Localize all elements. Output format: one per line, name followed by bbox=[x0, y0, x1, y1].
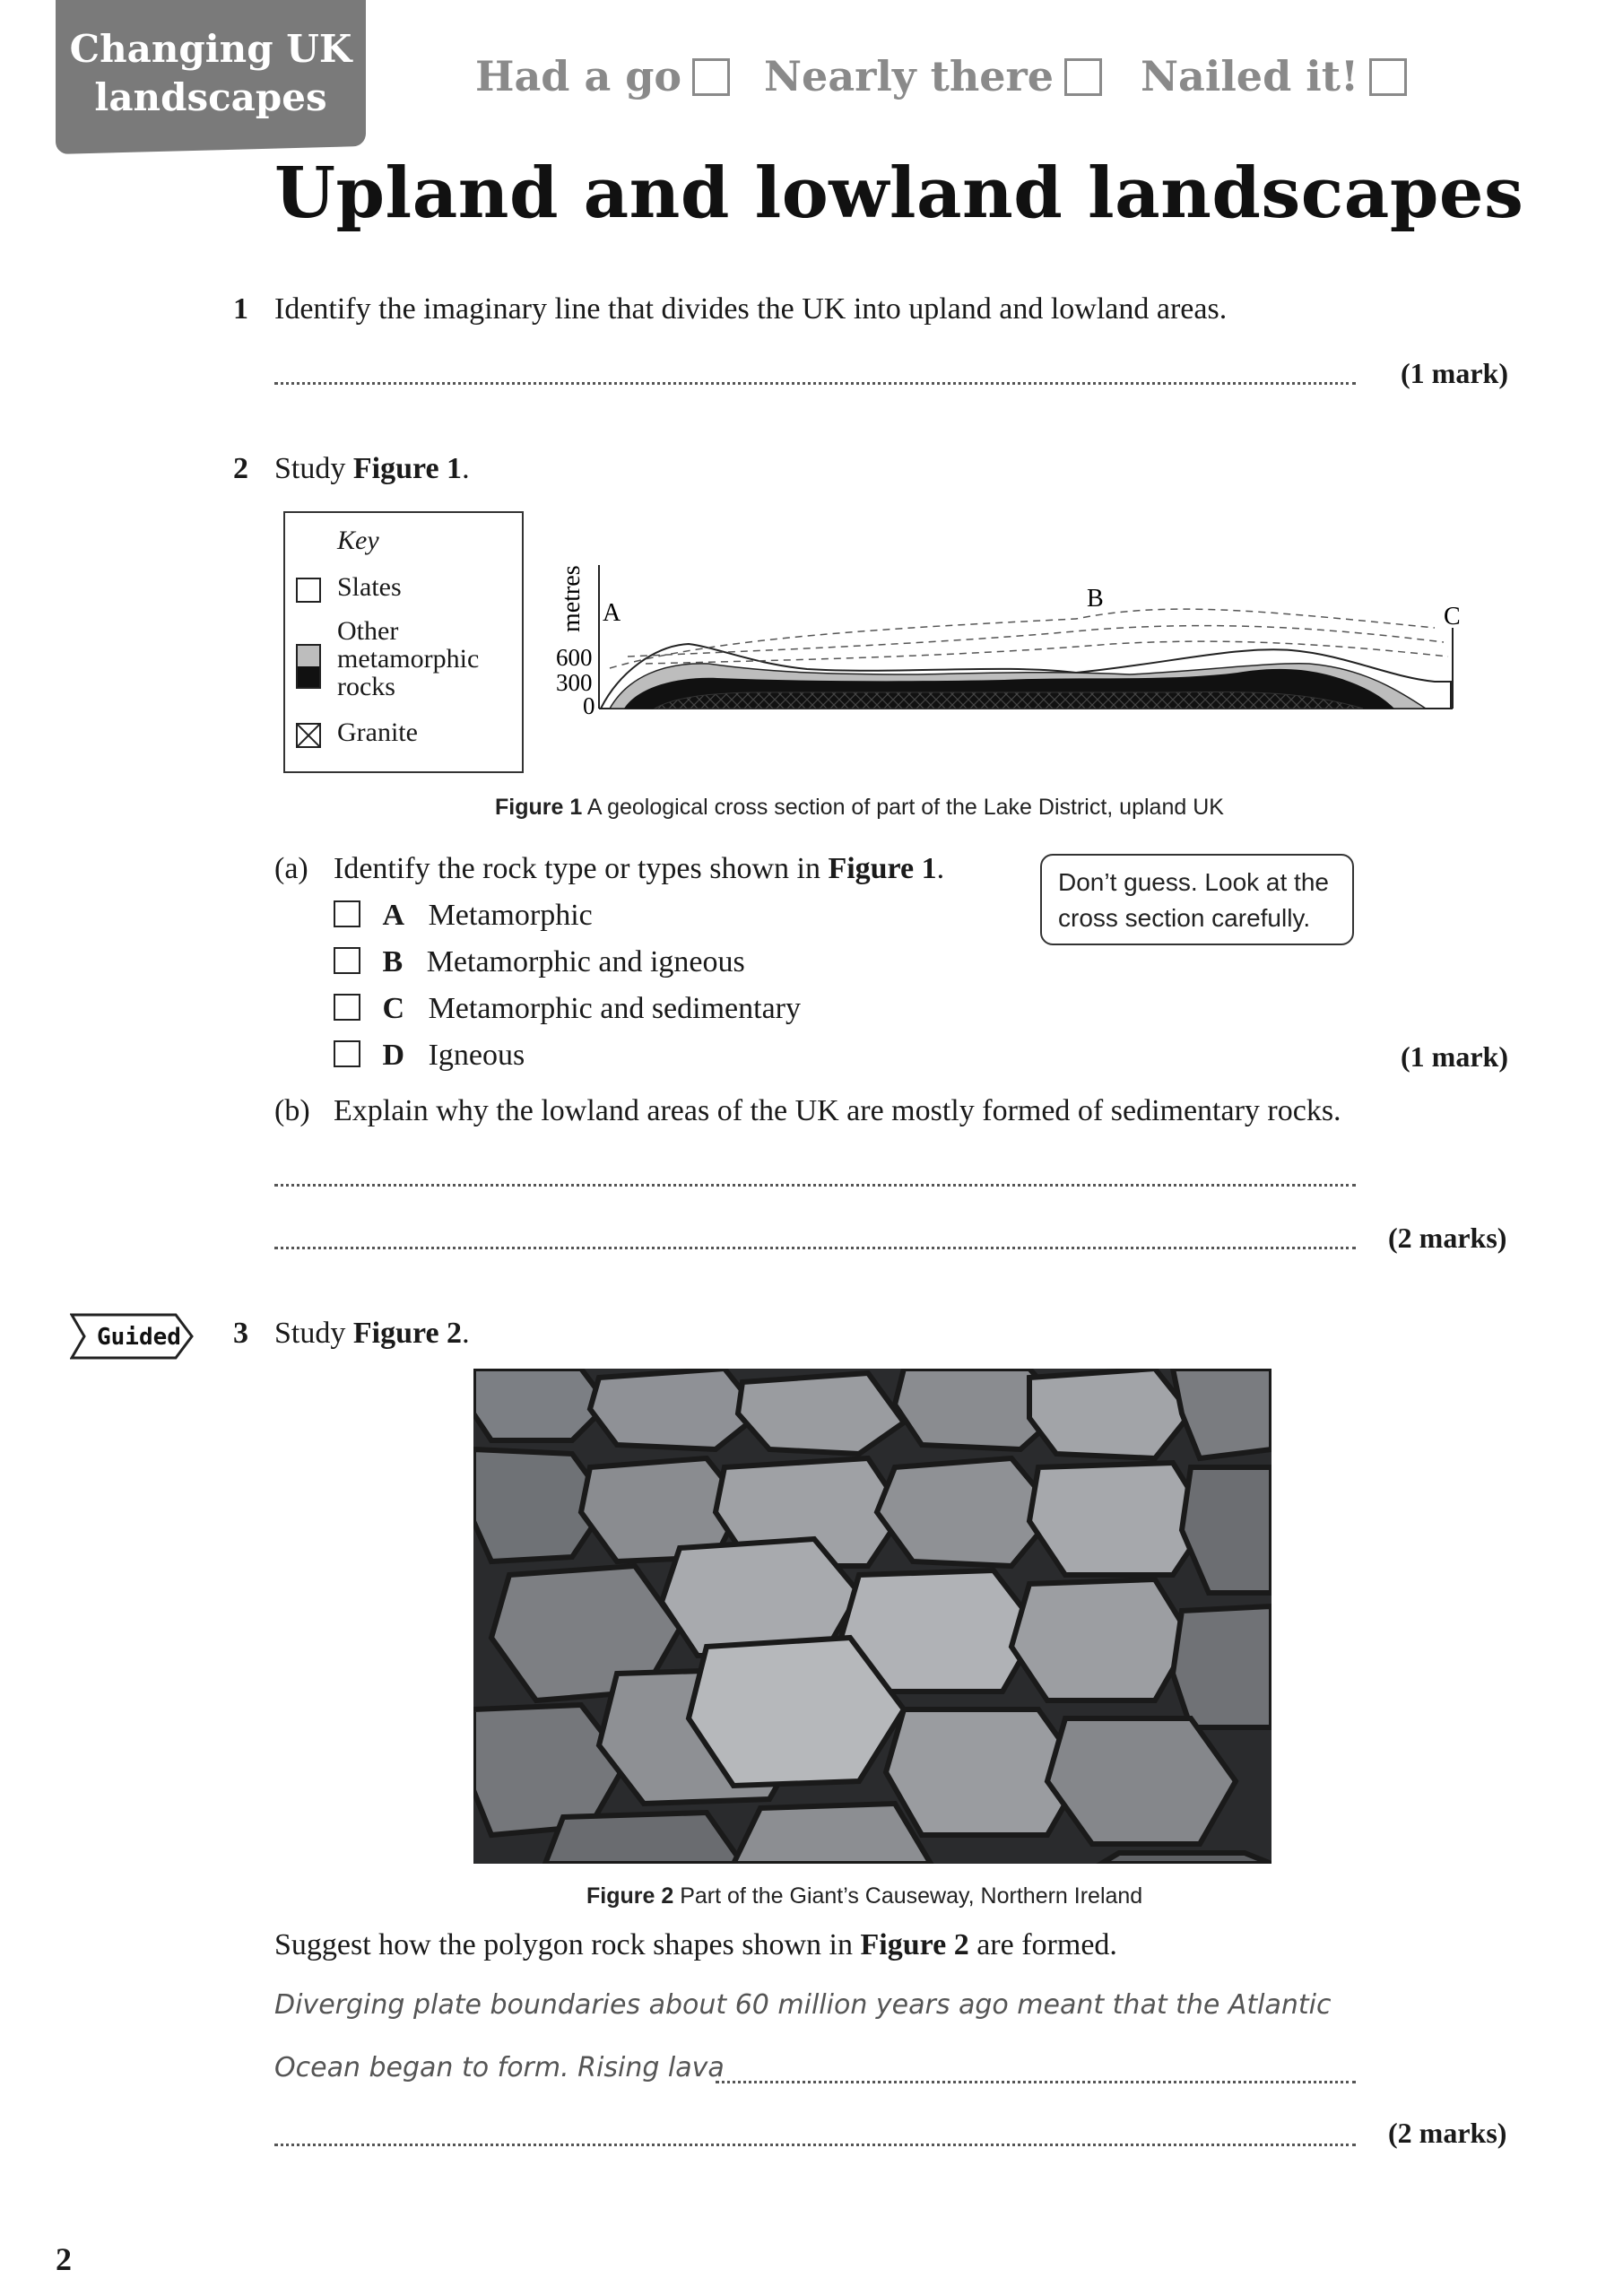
q2a-marks: (1 mark) bbox=[1401, 1040, 1508, 1073]
option-c-text: Metamorphic and sedimentary bbox=[428, 992, 801, 1025]
page-number: 2 bbox=[56, 2241, 72, 2277]
figure2-caption bbox=[586, 1883, 1142, 1909]
q3-prompt-ref: Figure 2 bbox=[860, 1928, 969, 1961]
option-d[interactable] bbox=[334, 1039, 525, 1073]
option-c-checkbox[interactable] bbox=[334, 994, 360, 1021]
figure1-caption-label: Figure 1 bbox=[495, 795, 583, 820]
key-label-other: Other bbox=[337, 616, 399, 646]
granite-pattern-icon bbox=[298, 725, 319, 746]
q3-answer-continuation-line[interactable] bbox=[716, 2081, 1356, 2083]
point-label-a: A bbox=[603, 599, 621, 627]
q2-study-prefix: Study bbox=[274, 452, 346, 485]
option-c-letter: C bbox=[382, 992, 405, 1025]
q1-text: Identify the imaginary line that divides the UK into upland and lowland areas. bbox=[274, 292, 1228, 326]
progress-nearly-there-label: Nearly there bbox=[764, 52, 1055, 100]
progress-had-a-go[interactable] bbox=[475, 52, 730, 100]
axis-label-metres: metres bbox=[558, 565, 586, 632]
q2b-answer-line-1[interactable] bbox=[274, 1184, 1356, 1187]
key-label-granite: Granite bbox=[337, 718, 418, 747]
option-b[interactable] bbox=[334, 945, 745, 979]
granite-layer bbox=[655, 691, 1363, 709]
progress-nearly-there[interactable] bbox=[764, 52, 1102, 100]
key-swatch-slates bbox=[296, 578, 321, 603]
key-label-metamorphic-word: metamorphic bbox=[337, 644, 480, 674]
q1-number: 1 bbox=[233, 292, 248, 326]
tip-line2: cross section carefully. bbox=[1058, 904, 1311, 932]
section-tab-line2: landscapes bbox=[94, 75, 327, 119]
q2a-text-ref: Figure 1 bbox=[828, 852, 937, 885]
q3-answer-line1: Diverging plate boundaries about 60 million years ago meant that the Atlantic bbox=[274, 1989, 1332, 2021]
point-label-c: C bbox=[1444, 603, 1461, 631]
q2-study: Study Figure 1. bbox=[274, 452, 470, 485]
progress-nailed-it-label: Nailed it! bbox=[1141, 52, 1359, 100]
point-label-b: B bbox=[1087, 585, 1104, 613]
q3-study-prefix: Study bbox=[274, 1317, 346, 1350]
option-d-checkbox[interactable] bbox=[334, 1040, 360, 1067]
option-a-checkbox[interactable] bbox=[334, 900, 360, 927]
key-swatch-granite bbox=[296, 723, 321, 748]
figure2-caption-label: Figure 2 bbox=[586, 1883, 674, 1909]
progress-nailed-it[interactable] bbox=[1141, 52, 1407, 100]
eroded-surface-line-2 bbox=[628, 626, 1444, 657]
q2-study-ref: Figure 1 bbox=[352, 452, 463, 485]
tip-line1: Don’t guess. Look at the bbox=[1058, 868, 1329, 896]
figure1-caption bbox=[495, 795, 1224, 821]
figure1-cross-section bbox=[538, 538, 1462, 726]
q3-prompt bbox=[274, 1928, 1117, 1962]
key-label-metamorphic bbox=[337, 617, 479, 700]
key-title: Key bbox=[337, 526, 379, 555]
figure2-photo bbox=[473, 1369, 1271, 1864]
q3-answer-line2: Ocean began to form. Rising lava bbox=[274, 2052, 725, 2083]
key-label-rocks: rocks bbox=[337, 672, 395, 701]
q1-answer-line[interactable] bbox=[274, 382, 1356, 385]
tick-600: 600 bbox=[556, 644, 593, 671]
guided-label: Guided bbox=[97, 1324, 181, 1351]
q2b-text: Explain why the lowland areas of the UK are mostly formed of sedimentary rocks. bbox=[334, 1094, 1341, 1127]
figure1-caption-text: A geological cross section of part of the Lake District, upland UK bbox=[586, 795, 1224, 820]
option-a-letter: A bbox=[382, 899, 405, 932]
q2b-marks: (2 marks) bbox=[1388, 1222, 1507, 1254]
tip-callout bbox=[1040, 854, 1354, 945]
tick-0: 0 bbox=[583, 692, 595, 719]
q3-number: 3 bbox=[233, 1317, 248, 1350]
q2-number: 2 bbox=[233, 452, 248, 485]
figure1-key bbox=[283, 511, 524, 773]
figure2-caption-text: Part of the Giant’s Causeway, Northern Ireland bbox=[680, 1883, 1143, 1909]
progress-had-a-go-label: Had a go bbox=[475, 52, 682, 100]
q2b-answer-line-2[interactable] bbox=[274, 1247, 1356, 1249]
tick-300: 300 bbox=[556, 669, 593, 696]
q2a-label: (a) bbox=[274, 852, 308, 885]
q1-marks: (1 mark) bbox=[1401, 357, 1508, 389]
q2a-text: Identify the rock type or types shown in bbox=[334, 852, 820, 885]
progress-nailed-it-checkbox[interactable] bbox=[1369, 58, 1407, 96]
option-b-text: Metamorphic and igneous bbox=[426, 945, 745, 978]
q2a-question: Identify the rock type or types shown in Figure 1. bbox=[334, 852, 945, 885]
progress-nearly-there-checkbox[interactable] bbox=[1064, 58, 1102, 96]
q3-study-ref: Figure 2 bbox=[352, 1317, 463, 1350]
option-d-letter: D bbox=[382, 1039, 405, 1072]
section-tab-label bbox=[56, 25, 366, 122]
option-d-text: Igneous bbox=[428, 1039, 525, 1072]
option-a-text: Metamorphic bbox=[428, 899, 593, 932]
q3-study: Study Figure 2. bbox=[274, 1317, 470, 1350]
q3-marks: (2 marks) bbox=[1388, 2117, 1507, 2149]
option-c[interactable] bbox=[334, 992, 801, 1026]
q3-prompt-pre: Suggest how the polygon rock shapes shown in bbox=[274, 1928, 854, 1961]
q3-prompt-post: are formed. bbox=[976, 1928, 1117, 1961]
option-b-letter: B bbox=[382, 945, 404, 978]
guided-badge bbox=[70, 1313, 195, 1360]
q3-answer-line-3[interactable] bbox=[274, 2144, 1356, 2146]
key-label-slates: Slates bbox=[337, 572, 402, 602]
q2b-label: (b) bbox=[274, 1094, 310, 1127]
progress-had-a-go-checkbox[interactable] bbox=[692, 58, 730, 96]
page-title: Upland and lowland landscapes bbox=[274, 152, 1524, 234]
option-a[interactable] bbox=[334, 899, 593, 933]
section-tab-line1: Changing UK bbox=[69, 27, 352, 71]
option-b-checkbox[interactable] bbox=[334, 947, 360, 974]
key-swatch-metamorphic bbox=[296, 644, 321, 689]
